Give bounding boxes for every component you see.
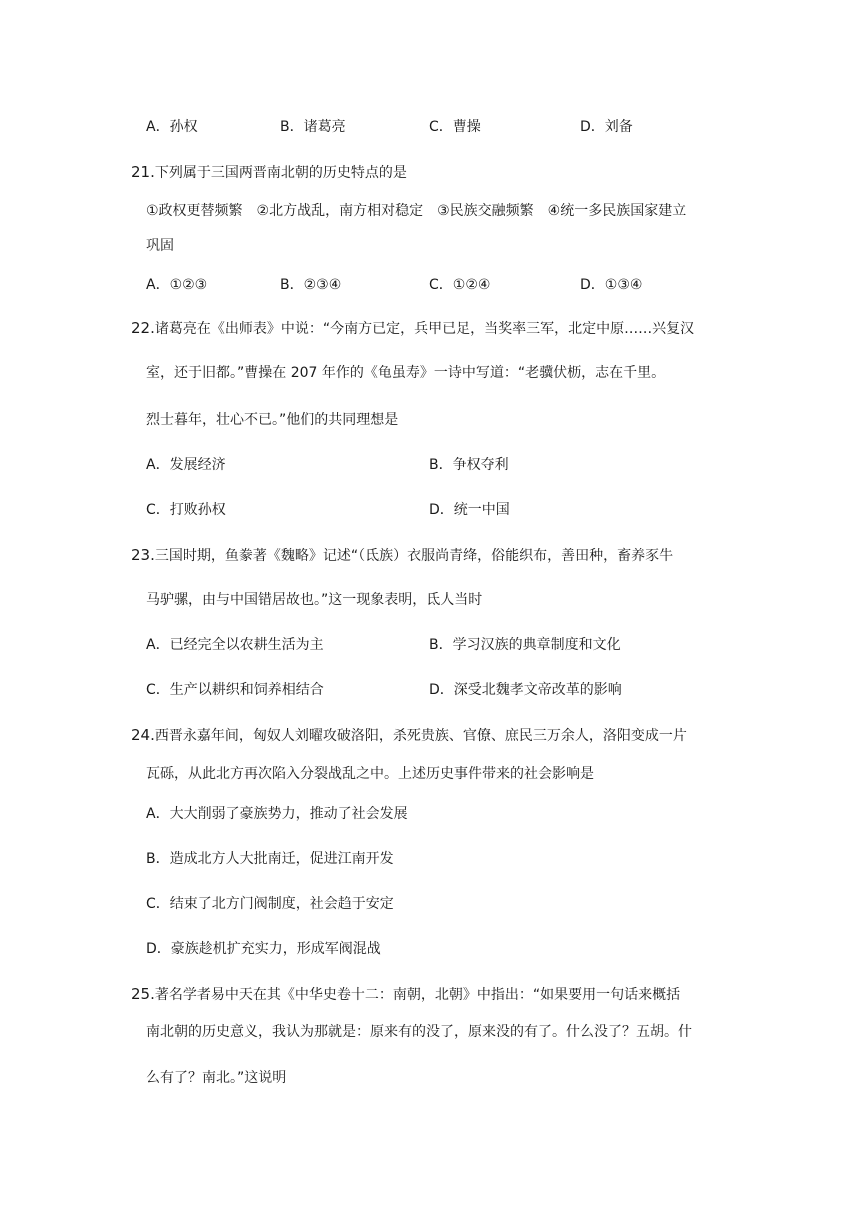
q23-line-1 — [131, 545, 673, 566]
q22-option-d: D．统一中国 — [429, 502, 510, 518]
q22-line-3: 烈士暮年，壮心不已。”他们的共同理想是 — [146, 412, 399, 428]
q24-line-2: 瓦砾，从此北方再次陷入分裂战乱之中。上述历史事件带来的社会影响是 — [146, 766, 594, 782]
q21-option-c: C．①②④ — [429, 277, 491, 293]
q24-option-a: A．大大削弱了豪族势力，推动了社会发展 — [146, 806, 408, 822]
q23-line-2: 马驴骡，由与中国错居故也。”这一现象表明，氐人当时 — [146, 592, 483, 608]
q20-option-b: B．诸葛亮 — [280, 119, 346, 135]
q21-option-b: B．②③④ — [280, 277, 342, 293]
q20-option-d: D．刘备 — [580, 119, 633, 135]
q24-text-1: 西晋永嘉年间，匈奴人刘曜攻破洛阳，杀死贵族、官僚、庶民三万余人，洛阳变成一片 — [154, 728, 687, 744]
q23-text-1: 三国时期，鱼豢著《魏略》记述“（氐族）衣服尚青绛，俗能织布，善田种，畜养豕牛 — [154, 548, 674, 564]
q23-option-d: D．深受北魏孝文帝改革的影响 — [429, 682, 622, 698]
q21-option-a: A．①②③ — [146, 277, 208, 293]
q21-stem: 下列属于三国两晋南北朝的历史特点的是 — [154, 165, 407, 181]
q25-line-1 — [131, 984, 680, 1005]
q24-option-c: C．结束了北方门阀制度，社会趋于安定 — [146, 896, 394, 912]
q22-line-2: 室，还于旧都。”曹操在 207 年作的《龟虽寿》一诗中写道：“老骥伏枥，志在千里。 — [146, 365, 666, 381]
q21-stem-line — [131, 162, 407, 183]
q25-number: 25. — [131, 985, 155, 1003]
q25-text-1: 著名学者易中天在其《中华史卷十二：南朝，北朝》中指出：“如果要用一句话来概括 — [154, 987, 681, 1003]
q22-option-b: B．争权夺利 — [429, 457, 509, 473]
q20-option-a: A．孙权 — [146, 119, 198, 135]
q23-number: 23. — [131, 546, 155, 564]
q21-statements-line-2: 巩固 — [146, 238, 174, 254]
q23-option-b: B．学习汉族的典章制度和文化 — [429, 637, 621, 653]
q23-option-c: C．生产以耕织和饲养相结合 — [146, 682, 324, 698]
q23-option-a: A．已经完全以农耕生活为主 — [146, 637, 324, 653]
q24-option-b: B．造成北方人大批南迁，促进江南开发 — [146, 851, 394, 867]
q22-option-c: C．打败孙权 — [146, 502, 226, 518]
q22-text-1: 诸葛亮在《出师表》中说：“今南方已定，兵甲已足，当奖率三军，北定中原……兴复汉 — [154, 321, 695, 337]
q20-option-c: C．曹操 — [429, 119, 481, 135]
q25-line-3: 么有了？南北。”这说明 — [146, 1070, 287, 1086]
q22-number: 22. — [131, 319, 155, 337]
q24-option-d: D．豪族趁机扩充实力，形成军阀混战 — [146, 941, 381, 957]
q25-line-2: 南北朝的历史意义，我认为那就是：原来有的没了，原来没的有了。什么没了？五胡。什 — [146, 1024, 692, 1040]
q24-number: 24. — [131, 726, 155, 744]
q21-statements-line-1: ①政权更替频繁 ②北方战乱，南方相对稳定 ③民族交融频繁 ④统一多民族国家建立 — [146, 203, 687, 219]
q21-number: 21. — [131, 163, 155, 181]
q21-option-d: D．①③④ — [580, 277, 643, 293]
q24-line-1 — [131, 725, 687, 746]
q22-option-a: A．发展经济 — [146, 457, 226, 473]
q22-line-1 — [131, 318, 694, 339]
